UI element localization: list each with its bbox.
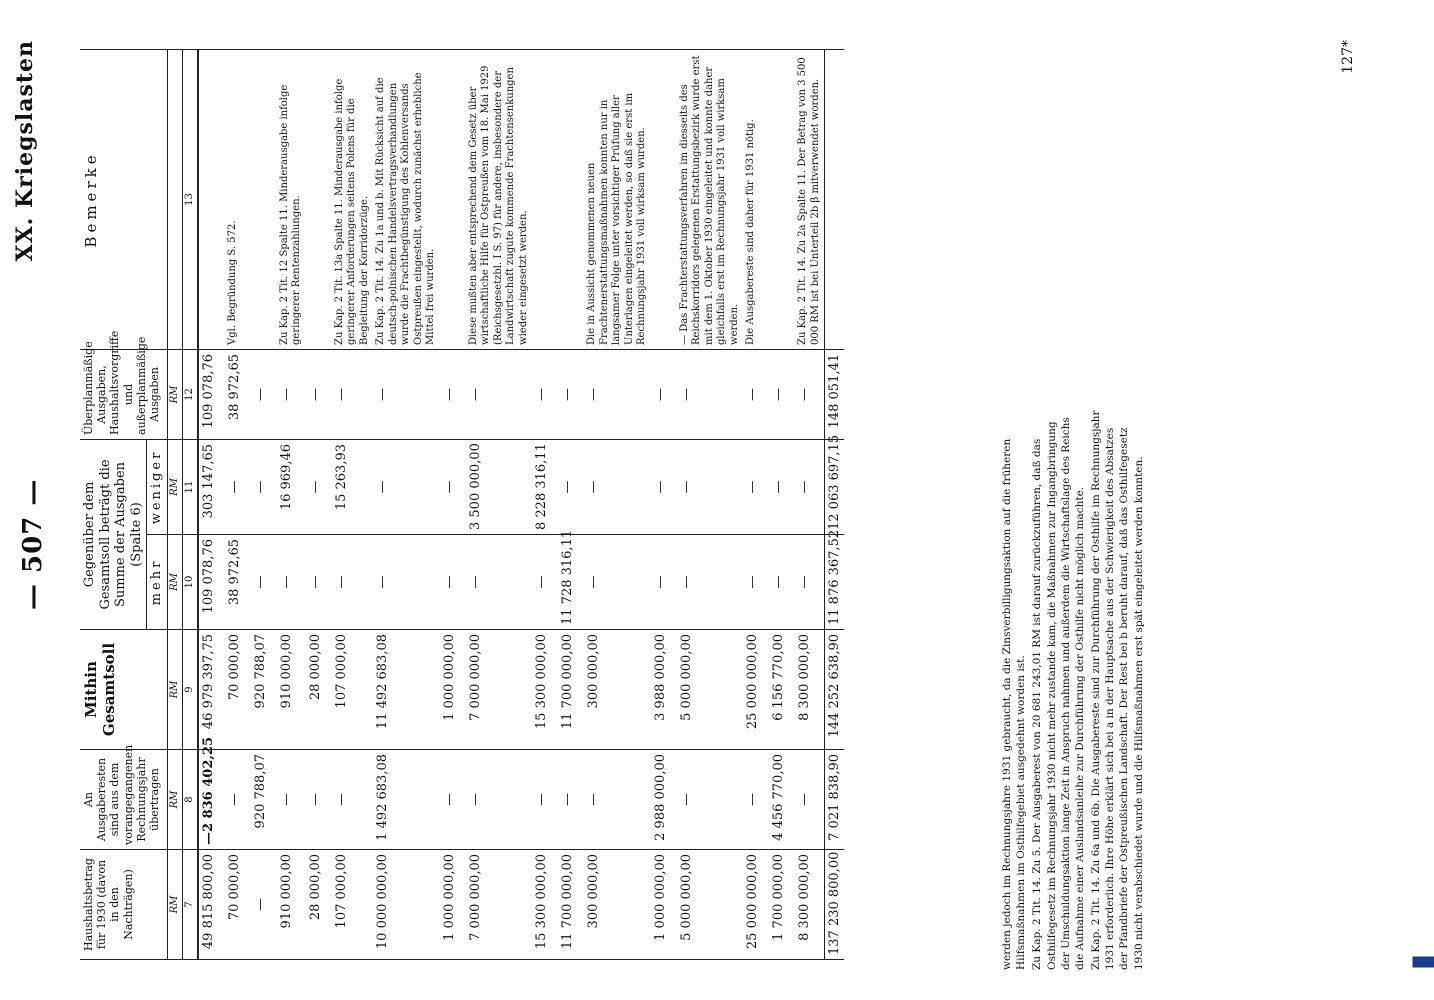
cell-c13: Vgl. Begründung S. 572. xyxy=(225,49,251,349)
cell-c8: — xyxy=(677,750,744,850)
cell-c8: 2 988 000,00 xyxy=(651,750,677,850)
cell-c13: Die in Aussicht genommenen neuen Frachtenerstattungsmaßnahmen konnten nur in langsamer Folge unter vorsichtiger Prüfung aller Unterlagen eingeleitet werden, so daß sie erst im Rechnungsjahr 1931 voll wirksam wurden. xyxy=(584,49,651,349)
table-row xyxy=(225,49,251,959)
table-row xyxy=(584,49,651,959)
dfg-logo xyxy=(1413,957,1434,968)
cell-c10: 38 972,65 xyxy=(225,535,251,630)
cell-c8: — xyxy=(440,750,466,850)
cell-c11: — xyxy=(743,439,769,534)
total-col8: 7 021 838,90 xyxy=(825,750,845,850)
total-col11: 12 063 697,15 xyxy=(825,439,845,534)
cell-c7: 910 000,00 xyxy=(277,850,306,960)
cell-c10: — xyxy=(332,535,374,630)
cell-c9: 70 000,00 xyxy=(225,630,251,750)
cell-c7: 1 700 000,00 xyxy=(769,850,795,960)
colnum-7: 7 xyxy=(182,850,198,960)
cell-c13: Die Ausgabereste sind daher für 1931 nötig. xyxy=(743,49,769,349)
total-col9: 144 252 638,90 xyxy=(825,630,845,750)
unit-col13 xyxy=(167,49,182,349)
footnotes xyxy=(1000,410,1148,970)
header-col12: Überplanmäßige Ausgaben, Haushaltsvorgriffe und außerplanmäßige Ausgaben xyxy=(80,349,167,439)
note-1: werden jedoch im Rechnungsjahre 1931 gebraucht, da die Zinsverbilligungsaktion auf die früheren Hilfsmaßnahmen im Osthilfegebiet ausgedehnt worden ist. xyxy=(1001,438,1028,970)
cell-c13: Zu Kap. 2 Tit. 14. Zu 1a und b. Mit Rücksicht auf die deutsch-polnischen Handelsvertragsverhandlungen wurde die Frachtbegünstigung des Kohlenversands Ostpreußen eingestellt, wodurch zunächst erhebliche Mittel frei wurden. xyxy=(373,49,440,349)
header-col8: An Ausgaberesten sind aus dem vorangegangenen Rechnungsjahr übertragen xyxy=(80,750,167,850)
cell-c10: 11 728 316,11 xyxy=(558,535,584,630)
cell-c7: 5 000 000,00 xyxy=(677,850,744,960)
cell-c13: Diese mußten aber entsprechend dem Gesetz über wirtschaftliche Hilfe für Ostpreußen vom 18. Mai 1929 (Reichsgesetzbl. I S. 97) für andere, insbesondere der Landwirtschaft zugute kommende Frachtensenkungen wieder eingesetzt werden. xyxy=(466,49,533,349)
cell-c12: — xyxy=(795,349,825,439)
total-col7: 137 230 800,00 xyxy=(825,850,845,960)
colnum-9: 9 xyxy=(182,630,198,750)
cell-c12: — xyxy=(466,349,533,439)
cell-c8: 920 788,07 xyxy=(251,750,277,850)
cell-c13 xyxy=(440,49,466,349)
cell-c12: — xyxy=(277,349,306,439)
header-col7: Haushaltsbetrag für 1930 (davon in den Nachträgen) xyxy=(80,850,167,960)
cell-c8: — xyxy=(532,750,558,850)
cell-c13 xyxy=(251,49,277,349)
unit-col11: RM xyxy=(167,439,182,534)
cell-c13 xyxy=(306,49,332,349)
cell-c11: 15 263,93 xyxy=(332,439,374,534)
cell-c9: 300 000,00 xyxy=(584,630,651,750)
cell-c11: 16 969,46 xyxy=(277,439,306,534)
table-row xyxy=(277,49,306,959)
cell-c8: 1 492 683,08 xyxy=(373,750,440,850)
table-row xyxy=(440,49,466,959)
table-row xyxy=(466,49,533,959)
table-row xyxy=(795,49,825,959)
table-row xyxy=(743,49,769,959)
cell-c11: — xyxy=(769,439,795,534)
cell-c9: 28 000,00 xyxy=(306,630,332,750)
cell-c12: — xyxy=(584,349,651,439)
cell-c9: 6 156 770,00 xyxy=(769,630,795,750)
cell-c9: 46 979 397,75 xyxy=(198,630,225,750)
cell-c9: 11 492 683,08 xyxy=(373,630,440,750)
table-row xyxy=(651,49,677,959)
cell-c10: — xyxy=(651,535,677,630)
cell-c12: — xyxy=(651,349,677,439)
cell-c7: 107 000,00 xyxy=(332,850,374,960)
cell-c8: 4 456 770,00 xyxy=(769,750,795,850)
cell-c10: — xyxy=(440,535,466,630)
cell-c11: — xyxy=(251,439,277,534)
header-col10: mehr xyxy=(147,535,168,630)
cell-c12: — xyxy=(558,349,584,439)
colnum-8: 8 xyxy=(182,750,198,850)
table-row xyxy=(532,49,558,959)
unit-col10: RM xyxy=(167,535,182,630)
cell-c9: 3 988 000,00 xyxy=(651,630,677,750)
cell-c13: Zu Kap. 2 Tit. 12 Spalte 11. Minderausgabe infolge geringerer Rentenzahlungen. xyxy=(277,49,306,349)
cell-c10: — xyxy=(584,535,651,630)
cell-c12: — xyxy=(677,349,744,439)
cell-c13: Zu Kap. 2 Tit. 14. Zu 2a Spalte 11. Der Betrag von 3 500 000 RM ist bei Unterteil 2b β mitverwendet worden. xyxy=(795,49,825,349)
cell-c9: 920 788,07 xyxy=(251,630,277,750)
cell-c11: — xyxy=(306,439,332,534)
cell-c9: 107 000,00 xyxy=(332,630,374,750)
cell-c10: — xyxy=(373,535,440,630)
table-row xyxy=(251,49,277,959)
cell-c10: — xyxy=(466,535,533,630)
total-col13 xyxy=(825,49,845,349)
table-row xyxy=(373,49,440,959)
cell-c7: 10 000 000,00 xyxy=(373,850,440,960)
cell-c7: 15 300 000,00 xyxy=(532,850,558,960)
cell-c7: 70 000,00 xyxy=(225,850,251,960)
unit-col12: RM xyxy=(167,349,182,439)
header-col9: Mithin Gesamtsoll xyxy=(80,630,167,750)
cell-c12: 109 078,76 xyxy=(198,349,225,439)
cell-c8: — xyxy=(558,750,584,850)
cell-c13: — Das Frachterstattungsverfahren im diesseits des Reichskorridors gelegenen Erstattungsbezirk wurde erst mit dem 1. Oktober 1930 eingeleitet und konnte daher gleichfalls erst im Rechnungsjahr 1931 voll wirksam werden. xyxy=(677,49,744,349)
table-row xyxy=(306,49,332,959)
cell-c8: — xyxy=(466,750,533,850)
cell-c9: 7 000 000,00 xyxy=(466,630,533,750)
cell-c13 xyxy=(651,49,677,349)
cell-c10: — xyxy=(677,535,744,630)
cell-c12: — xyxy=(769,349,795,439)
cell-c11: — xyxy=(440,439,466,534)
cell-c12: — xyxy=(251,349,277,439)
cell-c8: — xyxy=(795,750,825,850)
cell-c12: — xyxy=(440,349,466,439)
cell-c13 xyxy=(198,49,225,349)
cell-c13: Zu Kap. 2 Tit. 13a Spalte 11. Minderausgabe infolge geringerer Anforderungen seitens Polens für die Begleitung der Korridorzüge. xyxy=(332,49,374,349)
cell-c9: 15 300 000,00 xyxy=(532,630,558,750)
cell-c10: — xyxy=(306,535,332,630)
cell-c8: — xyxy=(743,750,769,850)
cell-c11: — xyxy=(651,439,677,534)
cell-c8: — xyxy=(225,750,251,850)
page-number: — 507 — xyxy=(18,478,48,610)
header-col13: Bemerke xyxy=(80,49,167,349)
cell-c9: 25 000 000,00 xyxy=(743,630,769,750)
table-row xyxy=(677,49,744,959)
section-title: XX. Kriegslasten xyxy=(12,40,38,262)
cell-c7: — xyxy=(251,850,277,960)
note-3: Zu Kap. 2 Tit. 14. Zu 6a und 6b. Die Ausgabereste sind zur Durchführung der Osthilfe im Rechnungsjahr 1931 erforderlich. Ihre Höhe erklärt sich bei a in der Hauptsache aus der Schwierigkeit des Absatzes der Pfandbriefe der Ostpreußischen Landschaft. Der Rest bei b beruht darauf, daß das Osthilfegesetz 1930 nicht verabschiedet wurde und die Hilfsmaßnahmen erst spät eingeleitet werden konnten. xyxy=(1090,410,1145,970)
cell-c10: — xyxy=(251,535,277,630)
total-col10: 11 876 367,52 xyxy=(825,535,845,630)
colnum-12: 12 xyxy=(182,349,198,439)
cell-c12: 38 972,65 xyxy=(225,349,251,439)
cell-c7: 1 000 000,00 xyxy=(651,850,677,960)
cell-c11: — xyxy=(795,439,825,534)
cell-c11: — xyxy=(225,439,251,534)
digitization-credit xyxy=(1410,8,1424,988)
cell-c11: — xyxy=(373,439,440,534)
cell-c11: — xyxy=(677,439,744,534)
cell-c7: 1 000 000,00 xyxy=(440,850,466,960)
unit-col9: RM xyxy=(167,630,182,750)
total-col12: 148 051,41 xyxy=(825,349,845,439)
cell-c10: 109 078,76 xyxy=(198,535,225,630)
cell-c11: — xyxy=(584,439,651,534)
cell-c9: 1 000 000,00 xyxy=(440,630,466,750)
cell-c9: 11 700 000,00 xyxy=(558,630,584,750)
cell-c7: 300 000,00 xyxy=(584,850,651,960)
cell-c8: — xyxy=(584,750,651,850)
colnum-11: 11 xyxy=(182,439,198,534)
cell-c10: — xyxy=(743,535,769,630)
budget-table xyxy=(80,49,844,960)
header-col11: weniger xyxy=(147,439,168,534)
unit-col8: RM xyxy=(167,750,182,850)
cell-c7: 49 815 800,00 xyxy=(198,850,225,960)
colnum-13: 13 xyxy=(182,49,198,349)
page-reference: 127* xyxy=(1340,40,1356,74)
cell-c10: — xyxy=(769,535,795,630)
cell-c7: 28 000,00 xyxy=(306,850,332,960)
cell-c7: 7 000 000,00 xyxy=(466,850,533,960)
header-group-10-11: Gegenüber dem Gesamtsoll beträgt die Summe der Ausgaben (Spalte 6) xyxy=(80,439,147,629)
table-row xyxy=(769,49,795,959)
cell-c10: — xyxy=(532,535,558,630)
page-header xyxy=(0,0,70,1000)
cell-c8: — xyxy=(332,750,374,850)
cell-c7: 11 700 000,00 xyxy=(558,850,584,960)
cell-c13 xyxy=(558,49,584,349)
cell-c12: — xyxy=(306,349,332,439)
table-row xyxy=(332,49,374,959)
cell-c10: — xyxy=(277,535,306,630)
cell-c7: 25 000 000,00 xyxy=(743,850,769,960)
cell-c9: 910 000,00 xyxy=(277,630,306,750)
cell-c11: 8 228 316,11 xyxy=(532,439,558,534)
cell-c12: — xyxy=(743,349,769,439)
cell-c12: — xyxy=(532,349,558,439)
cell-c13 xyxy=(532,49,558,349)
cell-c11: 3 500 000,00 xyxy=(466,439,533,534)
cell-c13 xyxy=(769,49,795,349)
unit-col7: RM xyxy=(167,850,182,960)
cell-c9: 5 000 000,00 xyxy=(677,630,744,750)
totals-row xyxy=(825,49,845,959)
cell-c11: 303 147,65 xyxy=(198,439,225,534)
table-row xyxy=(558,49,584,959)
cell-c7: 8 300 000,00 xyxy=(795,850,825,960)
colnum-10: 10 xyxy=(182,535,198,630)
cell-c8: —2 836 402,25 xyxy=(198,750,225,850)
cell-c12: — xyxy=(373,349,440,439)
cell-c10: — xyxy=(795,535,825,630)
cell-c8: — xyxy=(306,750,332,850)
note-2: Zu Kap. 2 Tit. 14. Zu 5. Der Ausgaberest von 20 681 243,01 RM ist darauf zurückzuführen, daß das Osthilfegesetz im Rechnungsjahr 1930 nicht mehr zustande kam, die Maßnahmen zur Ingangbringung der Umschuldungsaktion lange Zeit in Anspruch nahmen und außerdem die Wirtschaftslage des Reichs die Aufnahme einer Auslandsanleihe zur Durchführung der Osthilfe nicht möglich machte. xyxy=(1031,417,1086,970)
cell-c8: — xyxy=(277,750,306,850)
table-row xyxy=(198,49,225,959)
cell-c12: — xyxy=(332,349,374,439)
cell-c11: — xyxy=(558,439,584,534)
cell-c9: 8 300 000,00 xyxy=(795,630,825,750)
